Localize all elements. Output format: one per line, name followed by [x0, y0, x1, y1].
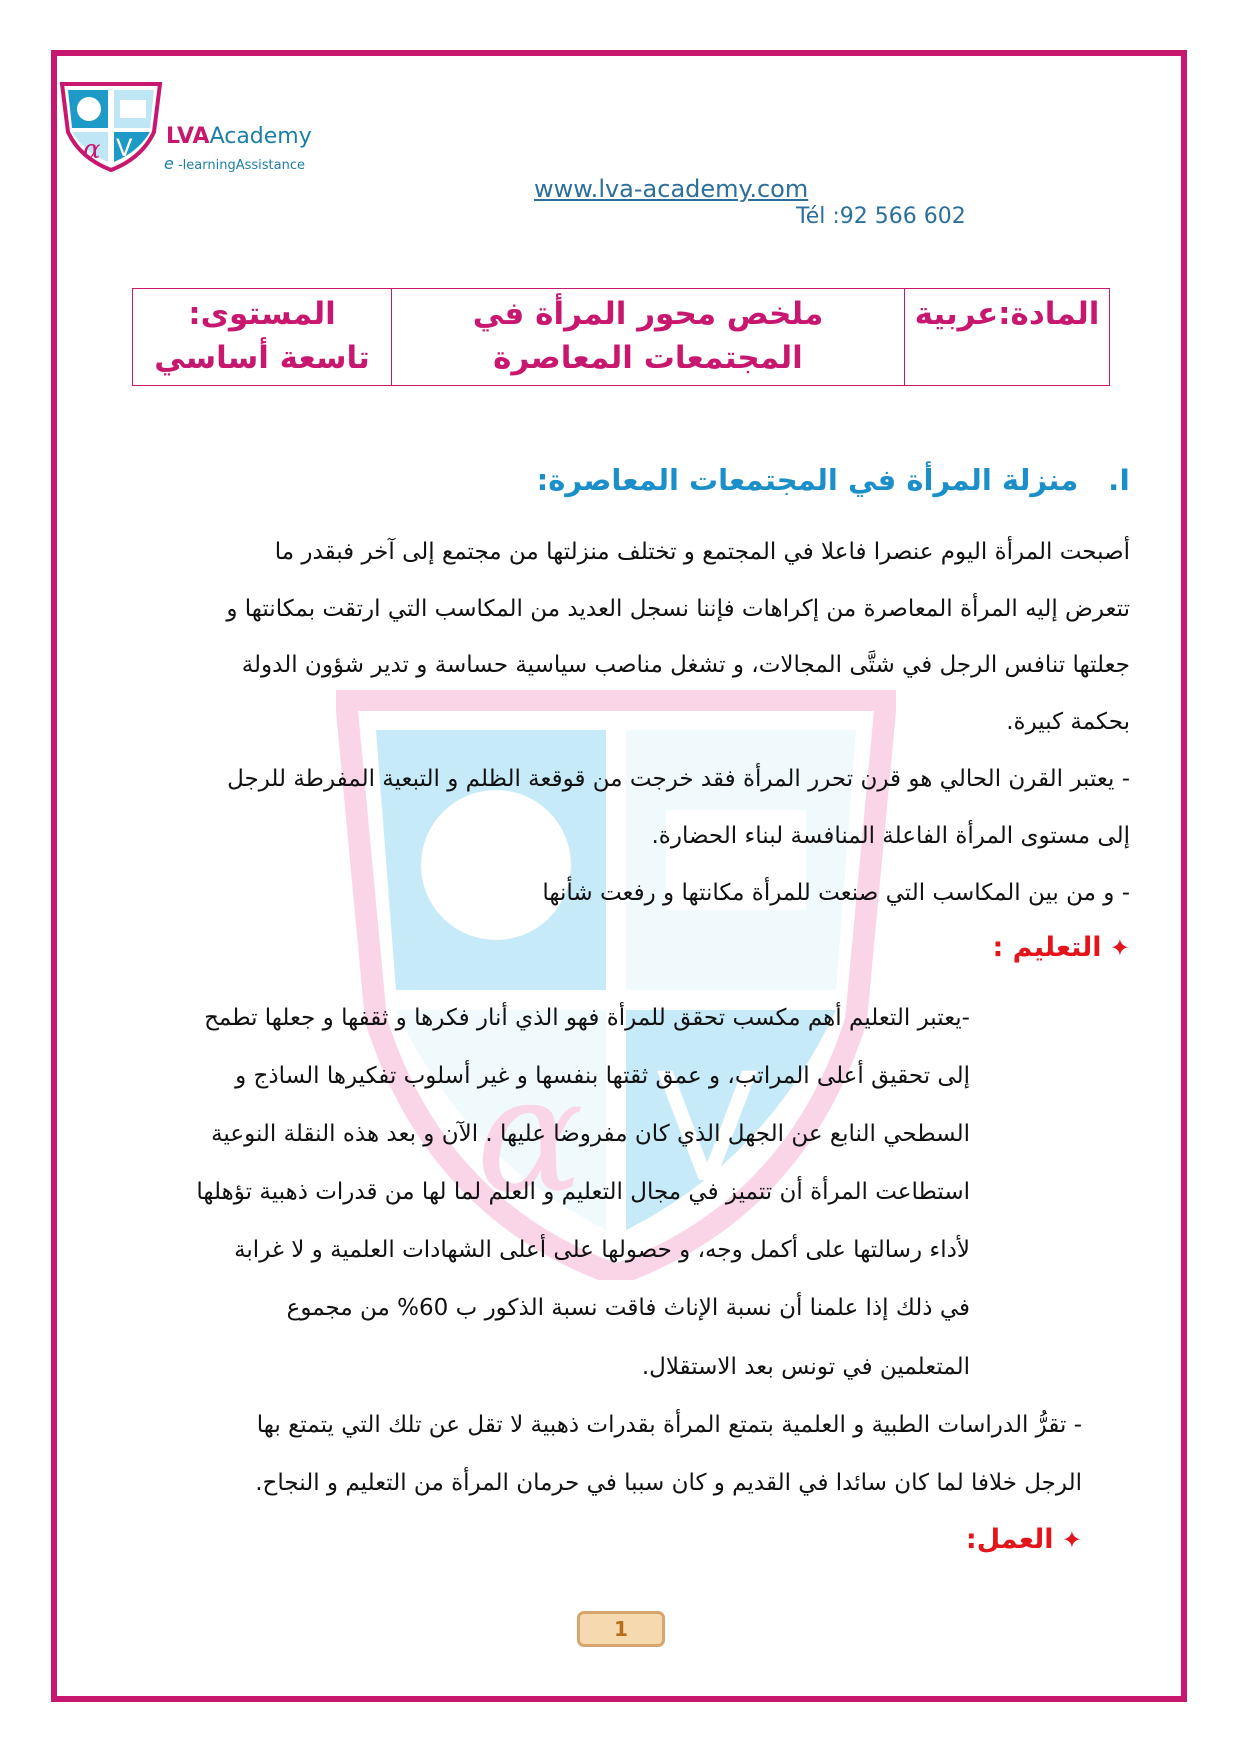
- subject-cell: المادة:عربية: [905, 289, 1110, 386]
- brand-academy: Academy: [209, 124, 312, 149]
- subheading-education-label: التعليم :: [992, 932, 1102, 963]
- paragraph-line: الرجل خلافا لما كان سائدا في القديم و كان سببا في حرمان المرأة من التعليم و النجاح.: [255, 1470, 1082, 1496]
- paragraph-line: تتعرض إليه المرأة المعاصرة من إكراهات فإننا نسجل العديد من المكاسب التي ارتقت بمكانتها و: [226, 596, 1130, 622]
- brand-lva: LVA: [166, 124, 210, 149]
- paragraph-line: لأداء رسالتها على أكمل وجه، و حصولها على أعلى الشهادات العلمية و لا غرابة: [234, 1237, 970, 1263]
- svg-text:α: α: [83, 135, 101, 165]
- subheading-work-label: العمل:: [965, 1524, 1054, 1555]
- paragraph-line: في ذلك إذا علمنا أن نسبة الإناث فاقت نسبة الذكور ب 60% من مجموع: [286, 1295, 970, 1321]
- section-title: منزلة المرأة في المجتمعات المعاصرة:: [536, 463, 1079, 497]
- paragraph-line: -يعتبر التعليم أهم مكسب تحقق للمرأة فهو الذي أنار فكرها و ثقفها و جعلها تطمح: [204, 1005, 970, 1031]
- paragraph-line: - يعتبر القرن الحالي هو قرن تحرر المرأة فقد خرجت من قوقعة الظلم و التبعية المفرطة للرجل: [227, 766, 1130, 792]
- tagline-text: -learningAssistance: [173, 158, 305, 173]
- document-content: [100, 0, 1130, 1754]
- title-cell: ملخص محور المرأة في المجتمعات المعاصرة: [392, 289, 905, 386]
- paragraph-line: السطحي النابع عن الجهل الذي كان مفروضا عليها . الآن و بعد هذه النقلة النوعية: [211, 1121, 970, 1147]
- section-heading: [537, 463, 1130, 497]
- level-cell: المستوى: تاسعة أساسي: [133, 289, 392, 386]
- paragraph-line: المتعلمين في تونس بعد الاستقلال.: [641, 1354, 970, 1380]
- tagline-e: e: [164, 154, 174, 173]
- paragraph-line: - تقرُّ الدراسات الطبية و العلمية بتمتع المرأة بقدرات ذهبية لا تقل عن تلك التي يتمتع بها: [256, 1412, 1082, 1438]
- svg-text:V: V: [656, 1042, 759, 1216]
- star-bullet-icon: ✦: [1101, 934, 1130, 962]
- svg-text:α: α: [476, 1041, 585, 1228]
- paragraph-line: استطاعت المرأة أن تتميز في مجال التعليم و العلم لما لها من قدرات ذهبية تؤهلها: [196, 1179, 970, 1205]
- paragraph-line: جعلتها تنافس الرجل في شتَّى المجالات، و تشغل مناصب سياسية حساسة و تدير شؤون الدولة: [241, 652, 1130, 678]
- paragraph-line: إلى تحقيق أعلى المراتب، و عمق ثقتها بنفسها و غير أسلوب تفكيرها الساذج و: [235, 1063, 970, 1089]
- section-number: I.: [1108, 463, 1130, 497]
- star-bullet-icon: ✦: [1053, 1526, 1082, 1554]
- paragraph-line: إلى مستوى المرأة الفاعلة المنافسة لبناء الحضارة.: [651, 823, 1130, 849]
- telephone-number: Tél :92 566 602: [796, 204, 966, 229]
- svg-text:V: V: [116, 134, 133, 162]
- website-link[interactable]: www.lva-academy.com: [534, 175, 809, 203]
- page-number: 1: [577, 1611, 665, 1647]
- subheading-work: [966, 1524, 1082, 1555]
- paragraph-line: أصبحت المرأة اليوم عنصرا فاعلا في المجتمع و تختلف منزلتها من مجتمع إلى آخر فبقدر ما: [274, 539, 1130, 565]
- paragraph-line: - و من بين المكاسب التي صنعت للمرأة مكانتها و رفعت شأنها: [542, 880, 1130, 906]
- paragraph-line: بحكمة كبيرة.: [1006, 709, 1130, 735]
- subheading-education: [992, 932, 1130, 963]
